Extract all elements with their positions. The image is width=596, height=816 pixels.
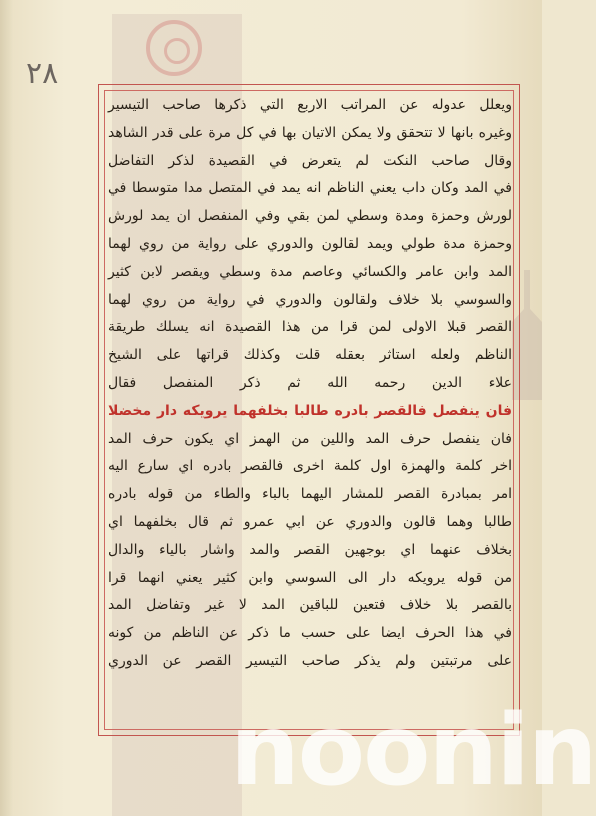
text-line: طالبا وهما قالون والدوري عن ابي عمرو ثم قال بخلفهما اي xyxy=(108,513,512,530)
folio-number: ٢٨ xyxy=(26,56,59,91)
text-line: القصر قبلا الاولى لمن قرا من هذا القصيدة انه يسلك طريقة xyxy=(108,319,512,336)
manuscript-text xyxy=(104,92,516,732)
text-line: علاء الدين رحمه الله ثم ذكر المنفصل فقال xyxy=(108,374,512,391)
text-line: ويعلل عدوله عن المراتب الاربع التي ذكرها صاحب التيسير xyxy=(108,97,512,113)
verse-line: فان ينفصل فالقصر بادره طالبا بخلفهما يرويكه دار مخضلا xyxy=(108,402,512,419)
text-line: بالقصر بلا خلاف فتعين للباقين المد لا غير وتفاضل المد xyxy=(108,597,512,614)
text-line: من قوله يرويكه دار الى السوسي وابن كثير يعني انهما قرا xyxy=(108,569,512,586)
text-line: لورش وحمزة ومدة وسطي لمن بقي وفي المنفصل ان يمد لورش xyxy=(108,208,512,225)
text-line: المد وابن عامر والكسائي وعاصم مدة وسطي ويقصر لابن كثير xyxy=(108,263,512,280)
text-line: امر بمبادرة القصر للمشار اليهما بالباء والطاء من قوله بادره xyxy=(108,486,512,503)
text-line: في المد وكان داب يعني الناظم انه يمد في المتصل مدا متوسطا في xyxy=(108,180,512,197)
text-line: وقال صاحب النكت لم يتعرض في القصيدة لذكر التفاضل xyxy=(108,152,512,169)
watermark-logo-icon xyxy=(146,20,202,76)
text-line: والسوسي بلا خلاف ولقالون والدوري في رواية من روي لهما xyxy=(108,291,512,308)
text-line: بخلاف عنهما اي بوجهين القصر والمد واشار بالياء والدال xyxy=(108,541,512,558)
text-line: وغيره بانها لا تتحقق ولا يمكن الاتيان بها في كل مرة على قدر الشاهد xyxy=(108,124,512,141)
text-line: في هذا الحرف ايضا على حسب ما ذكر عن الناظم من كونه xyxy=(108,625,512,642)
text-line: الناظم ولعله استاثر بعقله قلت وكذلك قراتها على الشيخ xyxy=(108,347,512,364)
text-line: على مرتبتين ولم يذكر صاحب التيسير القصر عن الدوري xyxy=(108,652,512,669)
watermark-text: noonin xyxy=(230,694,596,808)
text-line: فان ينفصل حرف المد واللين من الهمز اي يكون حرف المد xyxy=(108,430,512,447)
page-edge xyxy=(0,0,14,816)
text-line: وحمزة مدة طولي ويمد لقالون والدوري على رواية من روي لهما xyxy=(108,235,512,252)
text-line: اخر كلمة والهمزة اول كلمة اخرى فالقصر بادره اي سارع اليه xyxy=(108,458,512,475)
